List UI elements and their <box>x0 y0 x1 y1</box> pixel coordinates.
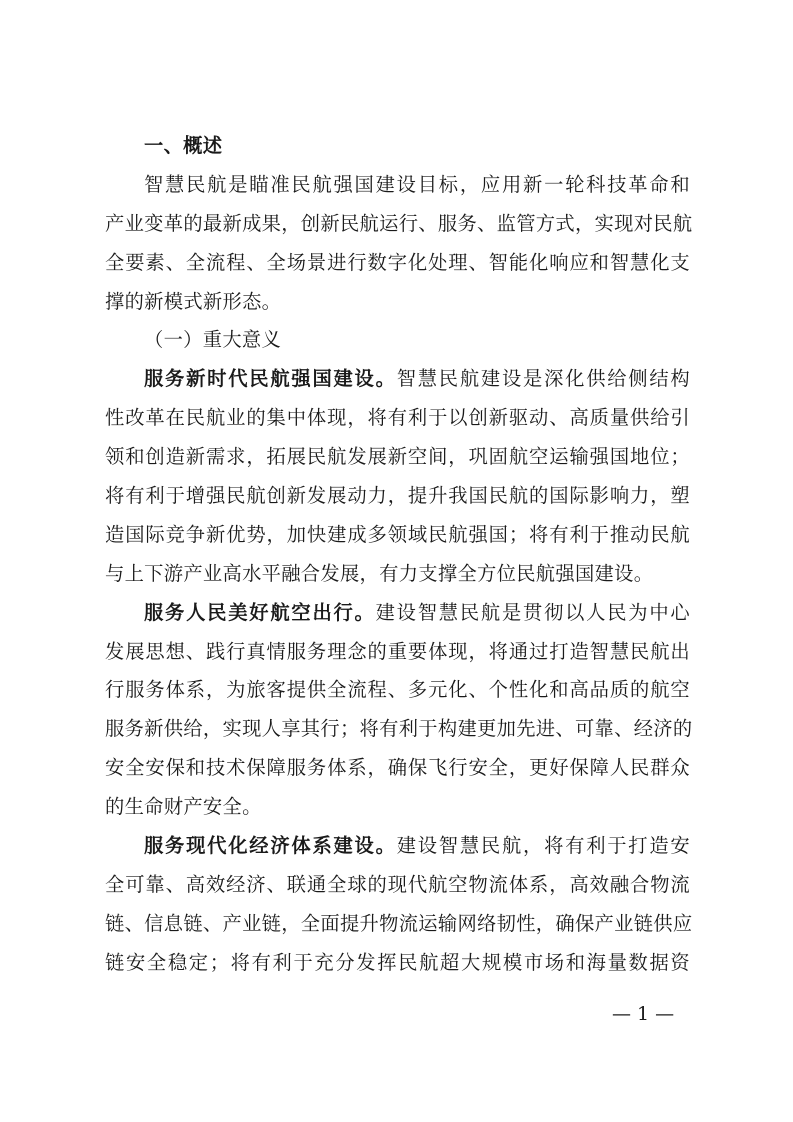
document-body <box>105 127 693 983</box>
text-line: 安全安保和技术保障服务体系，确保飞行安全，更好保障人民群众 <box>105 756 690 780</box>
text-line: 领和创造新需求，拓展民航发展新空间，巩固航空运输强国地位； <box>105 445 690 469</box>
text-line: 将有利于增强民航创新发展动力，提升我国民航的国际影响力，塑 <box>105 484 690 508</box>
paragraph-significance-2 <box>105 594 693 827</box>
intro-paragraph <box>105 166 693 322</box>
paragraph-text: 智慧民航建设是深化供给侧结构 <box>396 367 690 391</box>
text-line: 服务新供给，实现人享其行；将有利于构建更加先进、可靠、经济的 <box>105 717 693 741</box>
text-line: 全要素、全流程、全场景进行数字化处理、智能化响应和智慧化支 <box>105 250 690 274</box>
text-line: 行服务体系，为旅客提供全流程、多元化、个性化和高品质的航空 <box>105 678 690 702</box>
text-line: 链、信息链、产业链，全面提升物流运输网络韧性，确保产业链供应 <box>105 911 693 935</box>
paragraph-significance-1 <box>105 360 690 593</box>
text-line: 产业变革的最新成果，创新民航运行、服务、监管方式，实现对民航 <box>105 211 693 235</box>
text-line <box>105 360 690 399</box>
text-line: 智慧民航是瞄准民航强国建设目标，应用新一轮科技革命和 <box>144 172 690 196</box>
paragraph-text: 建设智慧民航，将有利于打造安 <box>396 834 690 858</box>
subheading: （一）重大意义 <box>144 328 282 352</box>
paragraph-lead: 服务新时代民航强国建设。 <box>144 367 397 391</box>
text-line: 造国际竞争新优势，加快建成多领域民航强国；将有利于推动民航 <box>105 522 690 546</box>
paragraph-lead: 服务现代化经济体系建设。 <box>144 834 397 858</box>
text-line <box>105 594 690 633</box>
text-line <box>105 827 690 866</box>
text-line: 与上下游产业高水平融合发展，有力支撑全方位民航强国建设。 <box>105 561 654 585</box>
section-heading: 一、概述 <box>144 134 223 157</box>
text-line: 性改革在民航业的集中体现，将有利于以创新驱动、高质量供给引 <box>105 406 690 430</box>
paragraph-text: 建设智慧民航是贯彻以人民为中心 <box>375 600 690 624</box>
paragraph-lead: 服务人民美好航空出行。 <box>144 600 376 624</box>
text-line: 全可靠、高效经济、联通全球的现代航空物流体系，高效融合物流 <box>105 872 690 896</box>
paragraph-significance-3 <box>105 827 693 983</box>
text-line: 的生命财产安全。 <box>105 795 262 819</box>
page-number: — 1 — <box>612 1003 675 1025</box>
text-line: 发展思想、践行真情服务理念的重要体现，将通过打造智慧民航出 <box>105 639 690 663</box>
text-line: 撑的新模式新形态。 <box>105 289 282 313</box>
text-line: 链安全稳定；将有利于充分发挥民航超大规模市场和海量数据资 <box>105 950 690 974</box>
